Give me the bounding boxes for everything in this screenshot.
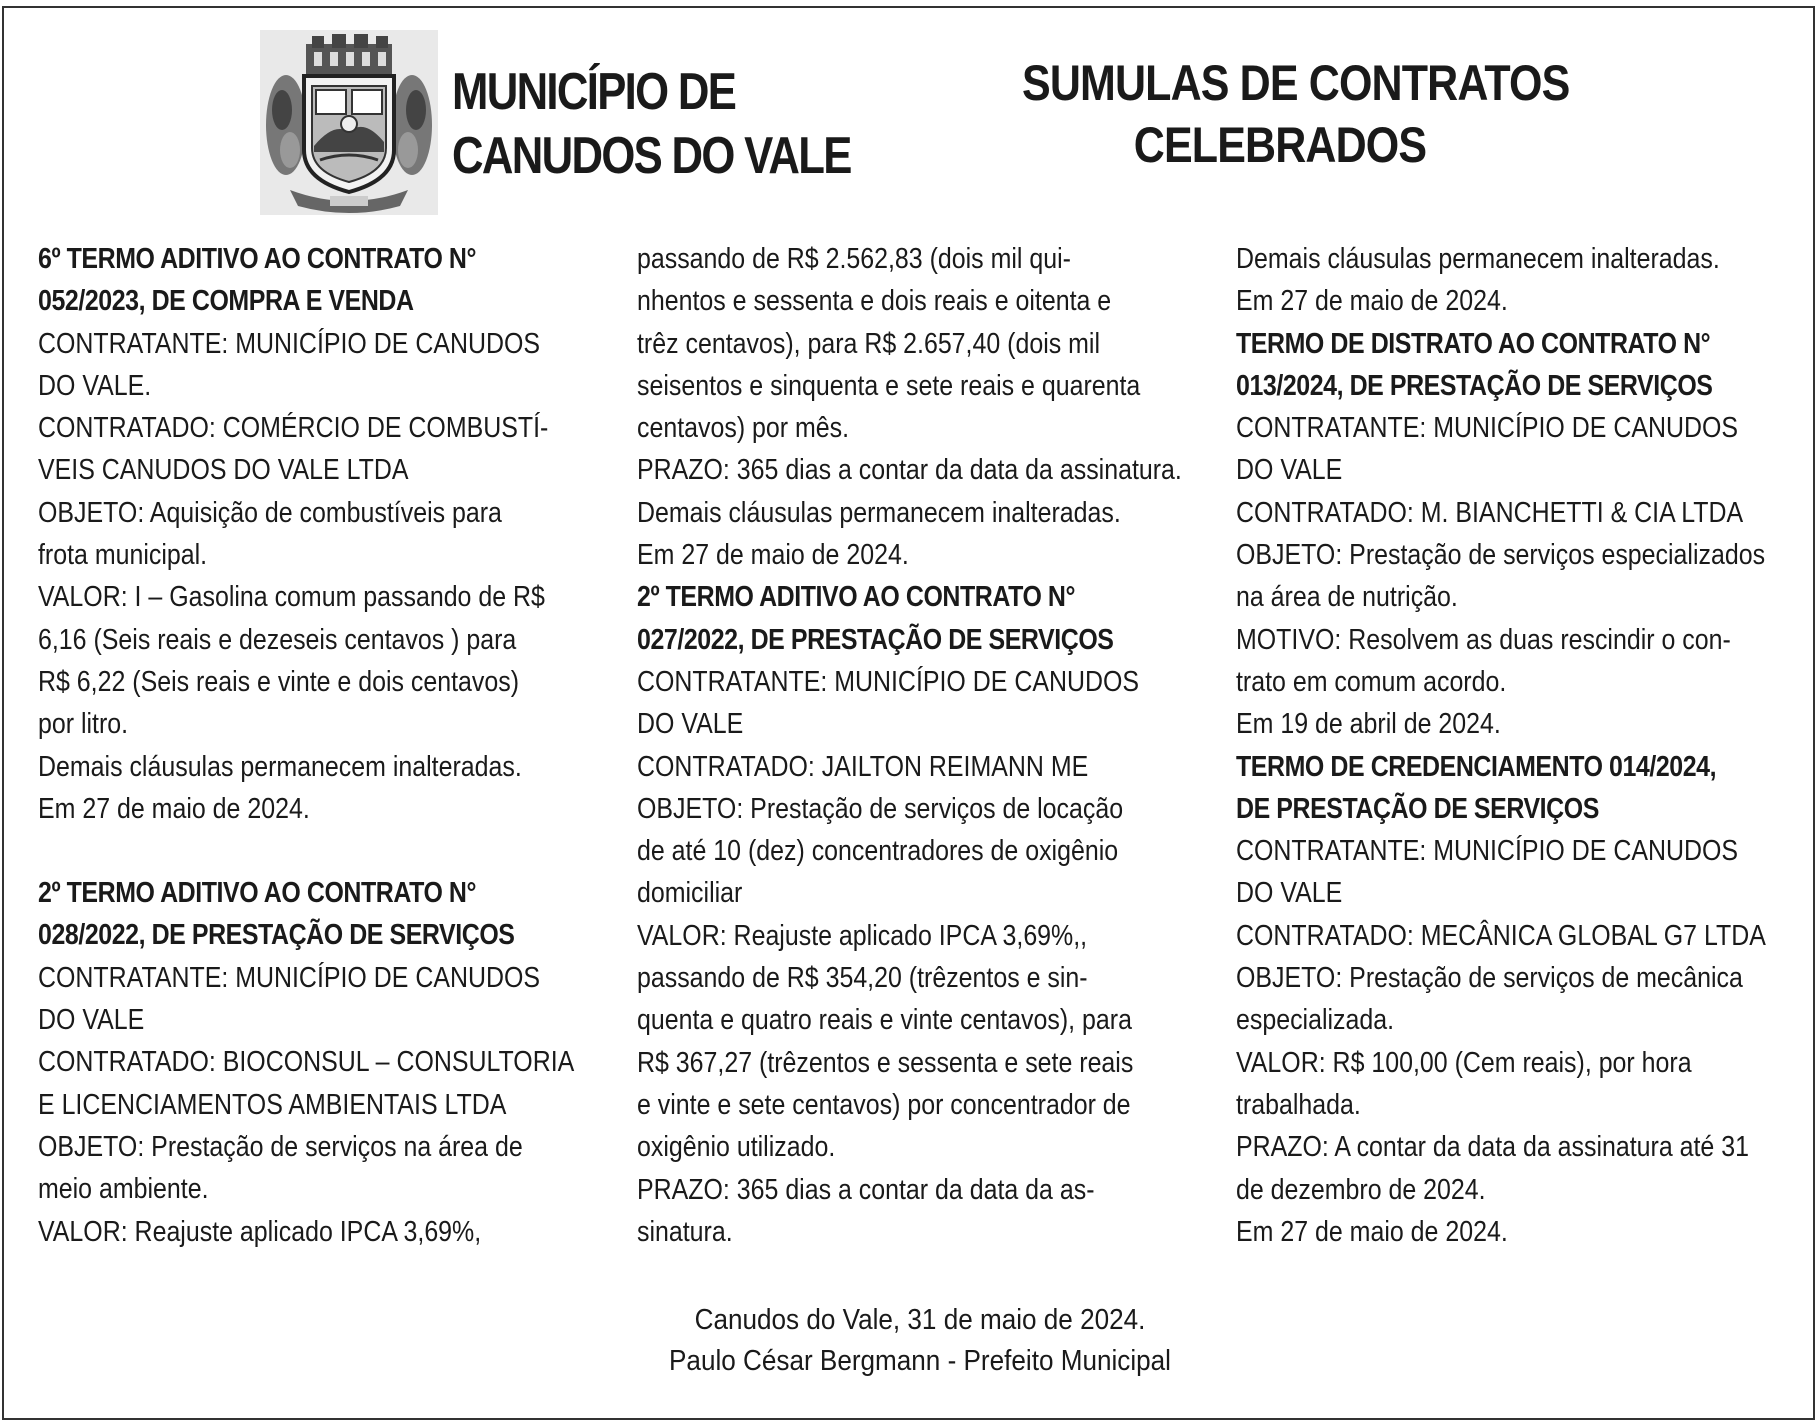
contract-heading-line: TERMO DE CREDENCIAMENTO 014/2024,	[1236, 750, 1717, 783]
coat-of-arms-icon	[260, 30, 438, 215]
contract-text-line: PRAZO: 365 dias a contar da data da as-	[637, 1173, 1095, 1206]
contract-text-line: oxigênio utilizado.	[637, 1131, 836, 1164]
contract-text-line: Em 27 de maio de 2024.	[637, 539, 909, 572]
contract-heading-line: 2º TERMO ADITIVO AO CONTRATO N°	[38, 877, 477, 910]
contract-text-line: CONTRATANTE: MUNICÍPIO DE CANUDOS	[38, 961, 541, 994]
contract-text-line: OBJETO: Aquisição de combustíveis para	[38, 496, 502, 529]
text-column-3	[1236, 238, 1781, 1253]
contract-text-line: VALOR: Reajuste aplicado IPCA 3,69%,	[38, 1215, 482, 1248]
contract-text-line: de dezembro de 2024.	[1236, 1173, 1486, 1206]
contract-text-line: PRAZO: A contar da data da assinatura até 31	[1236, 1131, 1749, 1164]
contract-text-line: PRAZO: 365 dias a contar da data da assinatura.	[637, 454, 1182, 487]
contract-text-line: CONTRATADO: JAILTON REIMANN ME	[637, 750, 1089, 783]
contract-text-line: Em 19 de abril de 2024.	[1236, 708, 1501, 741]
contract-text-line: centavos) por mês.	[637, 412, 850, 445]
contract-text-line: Demais cláusulas permanecem inalteradas.	[637, 496, 1121, 529]
contract-text-line: DO VALE	[1236, 877, 1343, 910]
contract-text-line: Demais cláusulas permanecem inalteradas.	[1236, 243, 1720, 275]
contract-text-line: MOTIVO: Resolvem as duas rescindir o con-	[1236, 623, 1731, 656]
contract-text-line: Em 27 de maio de 2024.	[1236, 1215, 1508, 1248]
contract-text-line: CONTRATANTE: MUNICÍPIO DE CANUDOS	[1236, 412, 1739, 445]
contract-text-line: CONTRATADO: BIOCONSUL – CONSULTORIA	[38, 1046, 575, 1079]
contract-text-line: OBJETO: Prestação de serviços na área de	[38, 1130, 523, 1163]
document-title	[1022, 52, 1570, 176]
contract-text-line: OBJETO: Prestação de serviços de mecânica	[1236, 962, 1743, 995]
contract-heading-line: 6º TERMO ADITIVO AO CONTRATO N°	[38, 243, 477, 275]
contract-text-line: Em 27 de maio de 2024.	[1236, 285, 1508, 318]
contract-text-line: especializada.	[1236, 1004, 1395, 1037]
document-title-line2: CELEBRADOS	[1133, 117, 1427, 173]
contract-text-line: 6,16 (Seis reais e dezeseis centavos ) para	[38, 623, 517, 656]
contract-text-line: R$ 6,22 (Seis reais e vinte e dois centavos)	[38, 665, 520, 698]
contract-heading-line: TERMO DE DISTRATO AO CONTRATO N°	[1236, 327, 1711, 360]
contract-text-line: CONTRATANTE: MUNICÍPIO DE CANUDOS	[637, 665, 1140, 698]
contract-text-line: DO VALE	[637, 708, 744, 741]
contract-text-line: e vinte e sete centavos) por concentrador de	[637, 1088, 1131, 1121]
contract-text-line: CONTRATANTE: MUNICÍPIO DE CANUDOS	[1236, 835, 1739, 868]
contract-text-line: VALOR: I – Gasolina comum passando de R$	[38, 581, 545, 614]
signature-place-date: Canudos do Vale, 31 de maio de 2024.	[694, 1304, 1146, 1336]
municipality-name-line1: MUNICÍPIO DE	[452, 63, 736, 121]
contract-heading-line: 013/2024, DE PRESTAÇÃO DE SERVIÇOS	[1236, 369, 1713, 402]
signature-signer: Paulo César Bergmann - Prefeito Municipal	[669, 1345, 1171, 1377]
contract-text-line: VEIS CANUDOS DO VALE LTDA	[38, 454, 409, 487]
contract-text-line: CONTRATADO: M. BIANCHETTI & CIA LTDA	[1236, 496, 1744, 529]
contract-text-line: CONTRATANTE: MUNICÍPIO DE CANUDOS	[38, 327, 541, 360]
contract-text-line: DO VALE.	[38, 369, 152, 402]
contract-text-line: trabalhada.	[1236, 1088, 1361, 1121]
contract-text-line: quenta e quatro reais e vinte centavos), para	[637, 1004, 1132, 1037]
contract-text-line: VALOR: Reajuste aplicado IPCA 3,69%,,	[637, 919, 1088, 952]
contract-text-line: trato em comum acordo.	[1236, 665, 1507, 698]
contract-text-line: Demais cláusulas permanecem inalteradas.	[38, 750, 522, 783]
contract-text-line: E LICENCIAMENTOS AMBIENTAIS LTDA	[38, 1088, 507, 1121]
contract-text-line: na área de nutrição.	[1236, 581, 1458, 614]
contract-text-line: nhentos e sessenta e dois reais e oitenta e	[637, 285, 1112, 318]
signature-block	[600, 1300, 1240, 1382]
municipality-name	[452, 60, 851, 188]
contract-text-line: CONTRATADO: MECÂNICA GLOBAL G7 LTDA	[1236, 919, 1766, 952]
contract-text-line: VALOR: R$ 100,00 (Cem reais), por hora	[1236, 1046, 1692, 1079]
contract-text-line: por litro.	[38, 708, 129, 741]
contract-text-line: passando de R$ 354,20 (trêzentos e sin-	[637, 962, 1088, 995]
contract-text-line: trêz centavos), para R$ 2.657,40 (dois mil	[637, 327, 1101, 360]
contract-text-line: R$ 367,27 (trêzentos e sessenta e sete reais	[637, 1046, 1134, 1079]
contract-text-line: frota municipal.	[38, 539, 208, 572]
contract-text-line: meio ambiente.	[38, 1173, 209, 1206]
contract-heading-line: DE PRESTAÇÃO DE SERVIÇOS	[1236, 792, 1599, 825]
contract-text-line: OBJETO: Prestação de serviços de locação	[637, 792, 1124, 825]
contract-heading-line: 027/2022, DE PRESTAÇÃO DE SERVIÇOS	[637, 623, 1114, 656]
document-title-line1: SUMULAS DE CONTRATOS	[1022, 55, 1570, 111]
contract-text-line: DO VALE	[38, 1004, 145, 1037]
contract-heading-line: 028/2022, DE PRESTAÇÃO DE SERVIÇOS	[38, 919, 515, 952]
contract-text-line: passando de R$ 2.562,83 (dois mil qui-	[637, 243, 1071, 275]
contract-text-line: OBJETO: Prestação de serviços especializados	[1236, 539, 1766, 572]
contract-text-line: sinatura.	[637, 1215, 733, 1248]
contract-text-line: Em 27 de maio de 2024.	[38, 792, 310, 825]
contract-text-line: de até 10 (dez) concentradores de oxigênio	[637, 835, 1119, 868]
text-column-1	[38, 238, 583, 1253]
paragraph-gap	[38, 830, 583, 872]
contract-text-line: seisentos e sinquenta e sete reais e quarenta	[637, 369, 1141, 402]
contract-heading-line: 052/2023, DE COMPRA E VENDA	[38, 285, 414, 318]
municipality-name-line2: CANUDOS DO VALE	[452, 127, 851, 185]
contract-text-line: CONTRATADO: COMÉRCIO DE COMBUSTÍ-	[38, 412, 549, 445]
contract-text-line: DO VALE	[1236, 454, 1343, 487]
contract-heading-line: 2º TERMO ADITIVO AO CONTRATO N°	[637, 581, 1076, 614]
contract-text-line: domiciliar	[637, 877, 743, 910]
text-column-2	[637, 238, 1182, 1253]
